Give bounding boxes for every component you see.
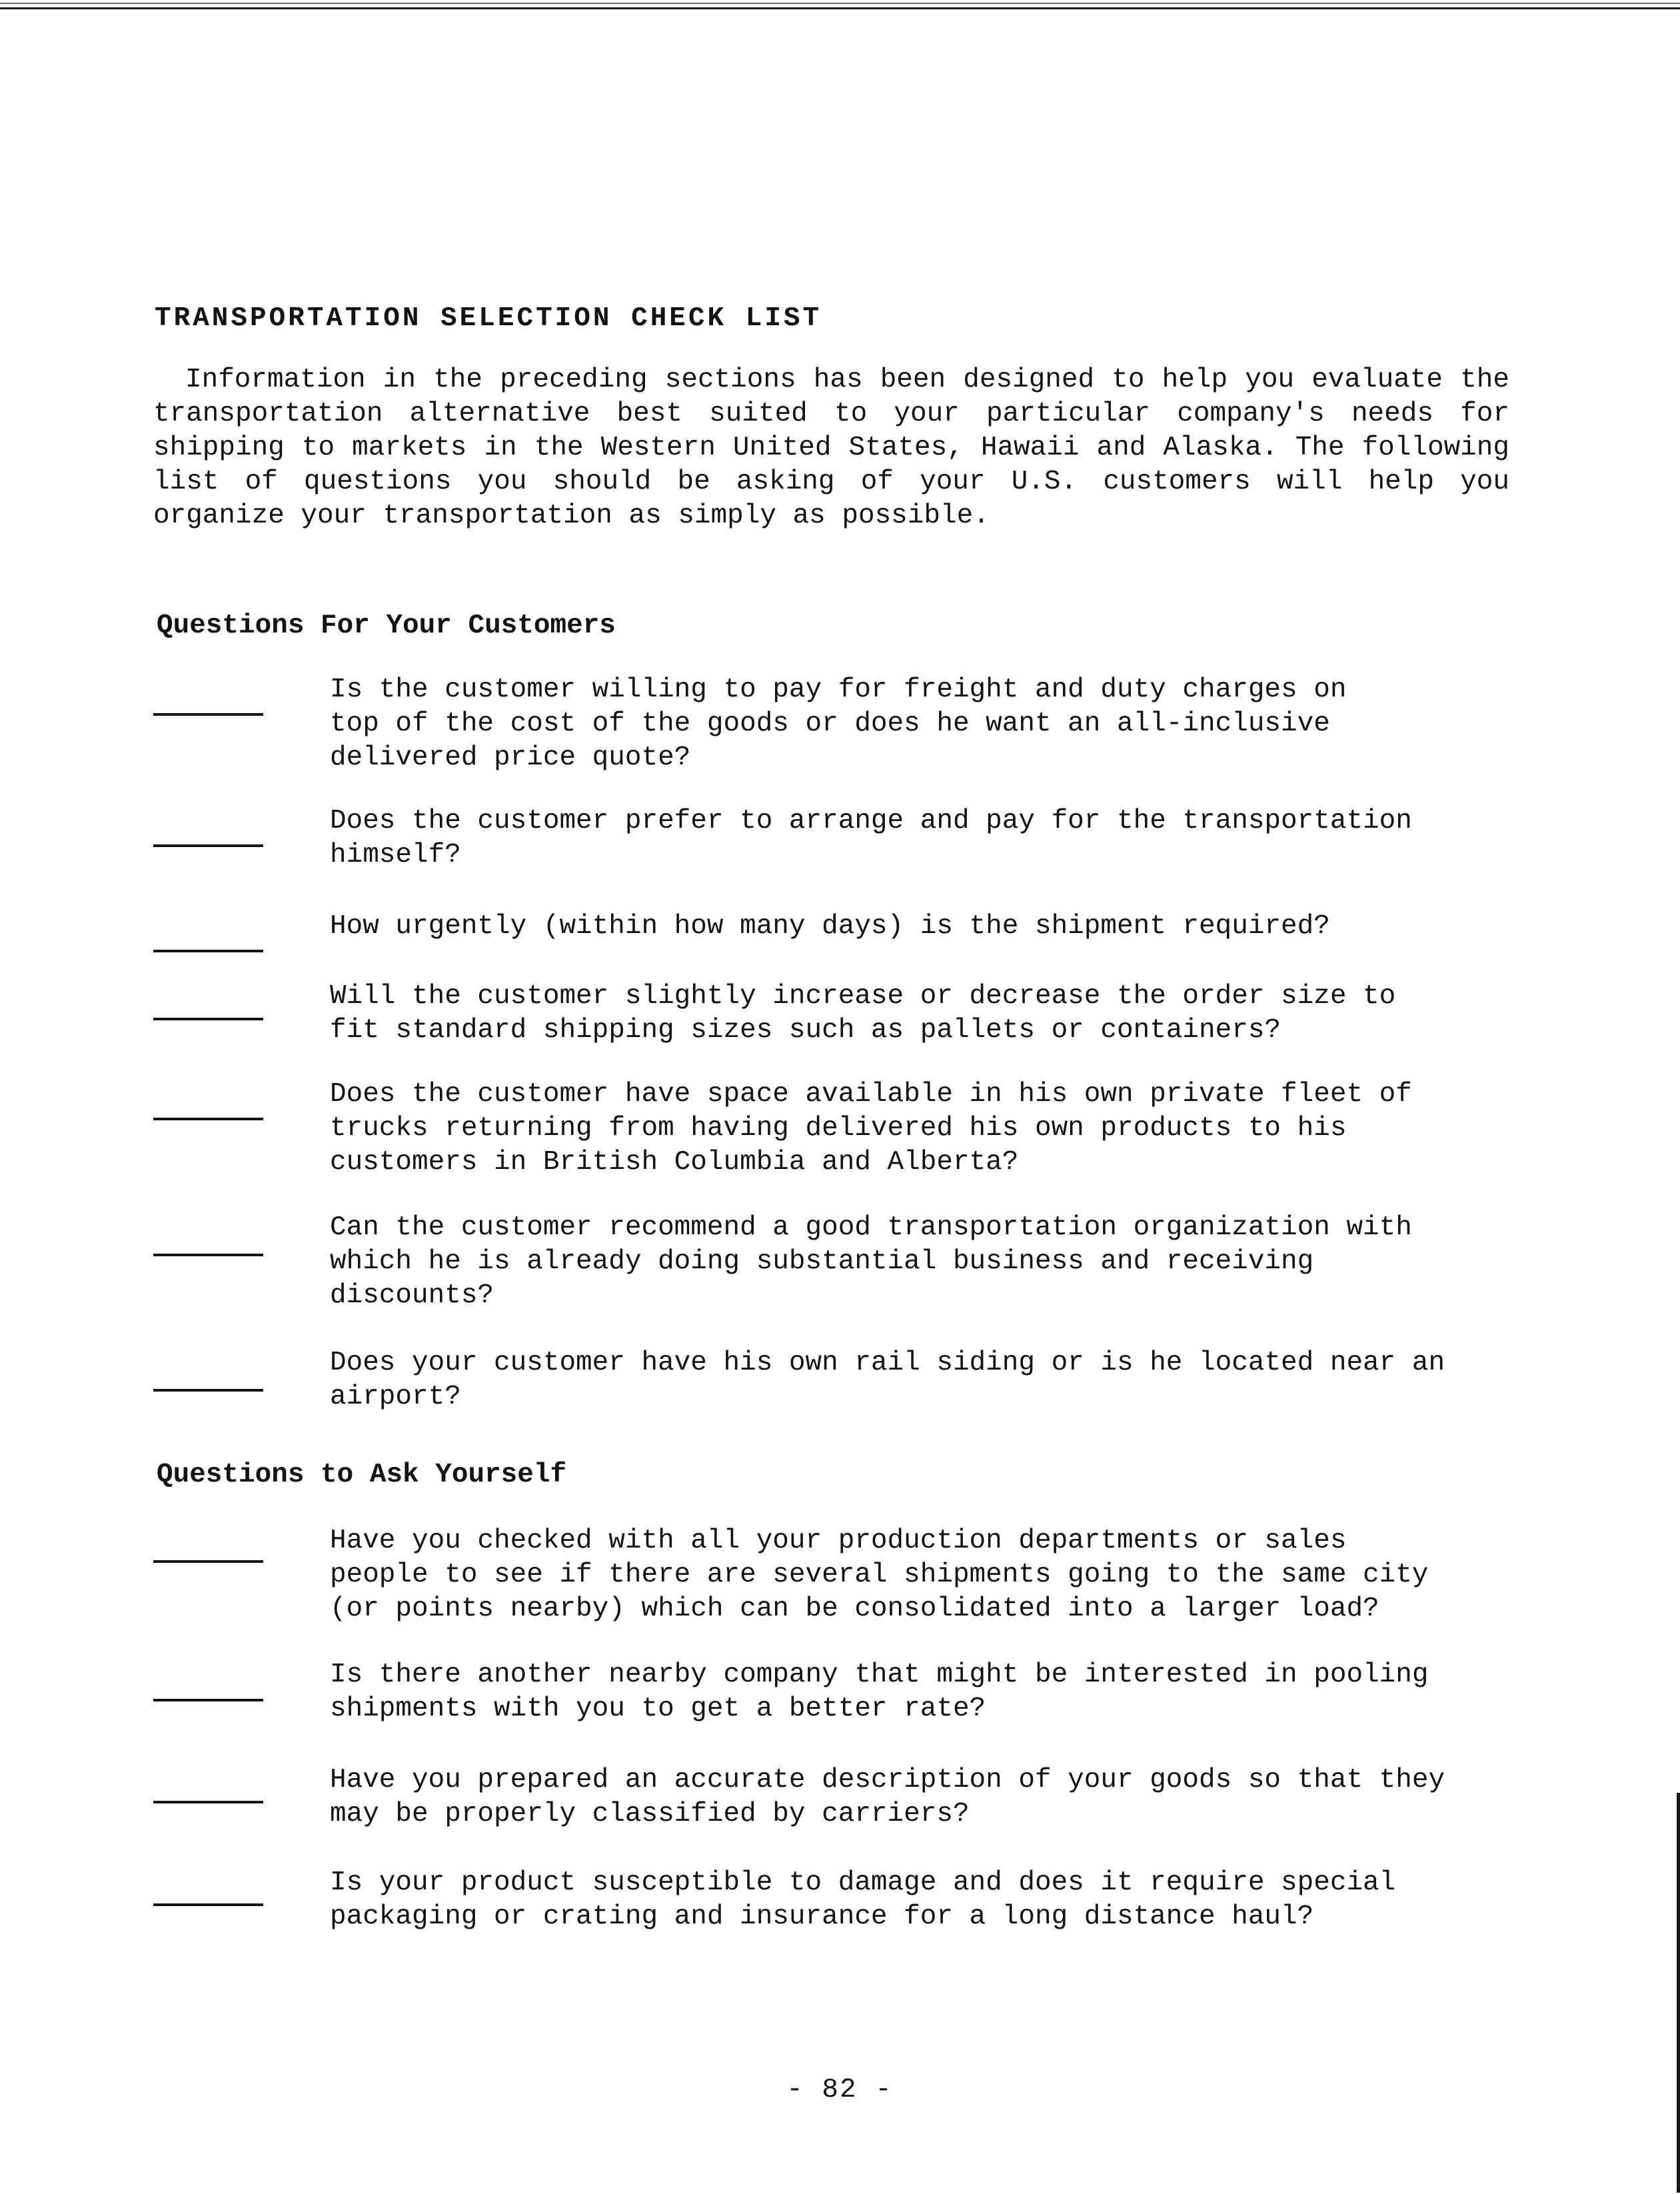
intro-paragraph: Information in the preceding sections has been designed to help you evaluate the transportation alternative best suited to your particular company's needs for shipping to markets in the Western United States, Hawaii and Alaska. The following list of questions you should be asking of your U.S. customers will help you organize your transportation as simply as possible. — [153, 365, 1509, 531]
section-heading-customers: Questions For Your Customers — [157, 610, 616, 641]
checkbox-blank-line[interactable] — [153, 1018, 263, 1020]
checkbox-blank-line[interactable] — [153, 1254, 263, 1256]
checkbox-blank-line[interactable] — [153, 1801, 263, 1803]
checklist-item — [153, 804, 1526, 871]
checklist-item — [153, 673, 1526, 773]
section-heading-yourself: Questions to Ask Yourself — [157, 1460, 567, 1490]
checkbox-blank-line[interactable] — [153, 844, 263, 847]
question-text: Does the customer have space available in his own private fleet of trucks returning from having delivered his own products to his customers in British Columbia and Alberta? — [330, 1079, 1412, 1178]
checklist-item — [153, 980, 1526, 1046]
checklist-item — [153, 1078, 1526, 1178]
scan-top-edge — [0, 0, 1680, 9]
checkbox-blank-line[interactable] — [153, 1118, 263, 1120]
checkbox-blank-line[interactable] — [153, 1389, 263, 1392]
checklist-item — [153, 1866, 1526, 1933]
page-number: - 82 - — [786, 2075, 893, 2105]
checklist-item — [153, 1211, 1526, 1311]
question-text: How urgently (within how many days) is the shipment required? — [330, 911, 1330, 942]
question-text: Have you checked with all your production departments or sales people to see if there are several shipments going to the same city (or points nearby) which can be consolidated into a larger load? — [330, 1526, 1429, 1624]
question-text: Does your customer have his own rail siding or is he located near an airport? — [330, 1348, 1445, 1412]
question-text: Is there another nearby company that might be interested in pooling shipments with you to get a better rate? — [330, 1659, 1429, 1724]
checkbox-blank-line[interactable] — [153, 1699, 263, 1701]
checklist-item — [153, 1658, 1526, 1725]
question-text: Is your product susceptible to damage and does it require special packaging or crating and insurance for a long distance haul? — [330, 1867, 1396, 1932]
question-text: Have you prepared an accurate description of your goods so that they may be properly classified by carriers? — [330, 1765, 1445, 1829]
page-title: TRANSPORTATION SELECTION CHECK LIST — [155, 303, 822, 334]
question-text: Will the customer slightly increase or decrease the order size to fit standard shipping sizes such as pallets or containers? — [330, 981, 1396, 1046]
checklist-item — [153, 1763, 1526, 1830]
checklist-item — [153, 1524, 1526, 1624]
scan-edge-mark — [1677, 1793, 1680, 2193]
question-text: Is the customer willing to pay for freight and duty charges on top of the cost of the goods or does he want an all-inclusive delivered price quote? — [330, 674, 1347, 773]
checklist-item — [153, 1346, 1526, 1413]
checkbox-blank-line[interactable] — [153, 1560, 263, 1563]
question-text: Can the customer recommend a good transportation organization with which he is already doing substantial business and receiving discounts? — [330, 1212, 1412, 1311]
checklist-item — [153, 910, 1526, 976]
question-text: Does the customer prefer to arrange and pay for the transportation himself? — [330, 806, 1412, 870]
checkbox-blank-line[interactable] — [153, 1903, 263, 1906]
checkbox-blank-line[interactable] — [153, 950, 263, 952]
checkbox-blank-line[interactable] — [153, 713, 263, 716]
